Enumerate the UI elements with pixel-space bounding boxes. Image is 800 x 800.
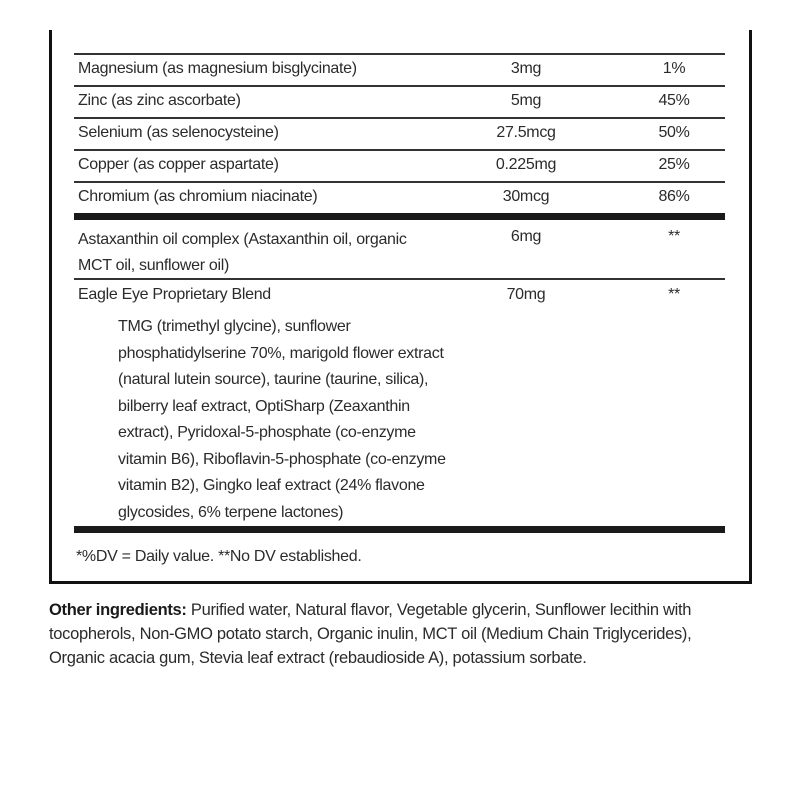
ingredient-dv: 45%	[658, 92, 690, 109]
blend-name: Eagle Eye Proprietary Blend	[78, 286, 271, 303]
thick-divider	[74, 213, 725, 220]
table-row-selenium	[74, 117, 725, 149]
table-row-chromium	[74, 181, 725, 213]
ingredient-amount: 27.5mcg	[496, 124, 556, 141]
thick-divider	[74, 526, 725, 533]
ingredient-amount: 30mcg	[502, 188, 550, 205]
ingredient-amount: 3mg	[510, 60, 542, 77]
other-ingredients-text: Purified water, Natural flavor, Vegetable glycerin, Sunflower lecithin with tocopherols, Non-GMO potato starch, Organic inulin, MCT oil (Medium Chain Triglycerides), Organic acacia gum, Stevia leaf extract (rebaudioside A), potassium sorbate.	[49, 601, 692, 667]
ingredient-dv: 25%	[658, 156, 690, 173]
ingredient-dv: **	[668, 228, 680, 245]
ingredient-dv: 50%	[658, 124, 690, 141]
table-row-copper	[74, 149, 725, 181]
table-row-astaxanthin	[74, 220, 725, 278]
ingredient-name: Astaxanthin oil complex (Astaxanthin oil, organic MCT oil, sunflower oil)	[78, 231, 407, 274]
ingredient-name: Chromium (as chromium niacinate)	[78, 188, 318, 205]
ingredient-amount: 0.225mg	[495, 156, 557, 173]
ingredient-name: Zinc (as zinc ascorbate)	[78, 92, 241, 109]
ingredient-name: Magnesium (as magnesium bisglycinate)	[78, 60, 357, 77]
ingredient-name: Copper (as copper aspartate)	[78, 156, 279, 173]
dv-footnote: *%DV = Daily value. **No DV established.	[76, 548, 362, 565]
table-row-magnesium	[74, 53, 725, 85]
table-row-zinc	[74, 85, 725, 117]
blend-dv: **	[668, 286, 680, 303]
ingredient-name: Selenium (as selenocysteine)	[78, 124, 279, 141]
other-ingredients	[49, 598, 749, 670]
ingredient-dv: 1%	[662, 60, 686, 77]
ingredient-amount: 6mg	[510, 228, 542, 245]
ingredient-amount: 5mg	[510, 92, 542, 109]
blend-ingredients: TMG (trimethyl glycine), sunflower phosphatidylserine 70%, marigold flower extract (natural lutein source), taurine (taurine, silica), bilberry leaf extract, OptiSharp (Zeaxanthin extract), Pyridoxal-5-phosphate (co-enzyme vitamin B6), Riboflavin-5-phosphate (co-enzyme vitamin B2), Gingko leaf extract (24% flavone glycosides, 6% terpene lactones)	[118, 318, 446, 521]
table-row-proprietary-blend	[74, 278, 725, 526]
other-ingredients-label: Other ingredients:	[49, 601, 187, 619]
blend-amount: 70mg	[506, 286, 546, 303]
supplement-facts-table	[74, 53, 725, 533]
ingredient-dv: 86%	[658, 188, 690, 205]
